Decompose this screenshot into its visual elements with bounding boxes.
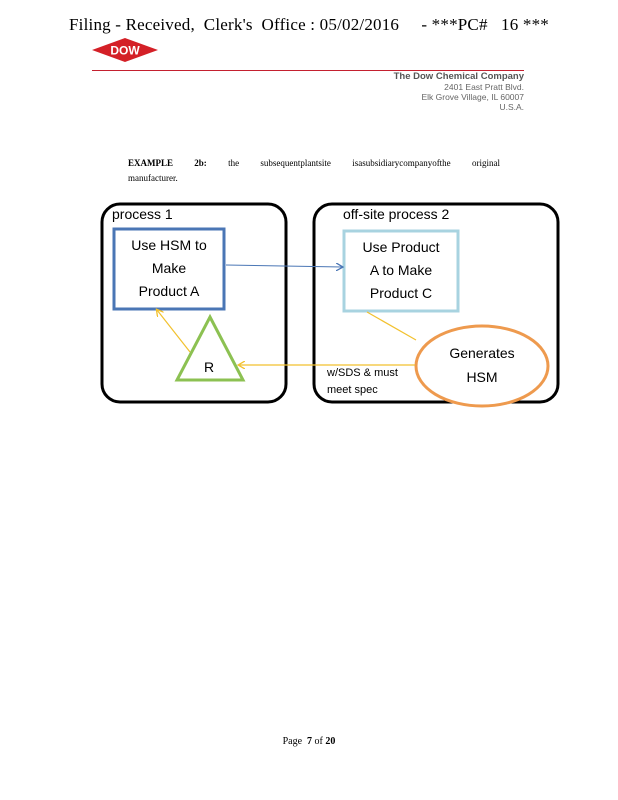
sds-note-line-2: meet spec (327, 384, 378, 396)
company-country: U.S.A. (499, 102, 524, 112)
example-number: 2b: (194, 158, 207, 168)
arrow-triangle-to-box-a (157, 310, 190, 352)
page-of-label: of (314, 736, 323, 747)
process-2-label: off-site process 2 (343, 206, 450, 222)
box-a-line-3: Product A (138, 283, 200, 299)
example-label: EXAMPLE (128, 158, 173, 168)
company-address-line1: 2401 East Pratt Blvd. (444, 82, 524, 92)
generates-line-1: Generates (449, 345, 515, 361)
arrow-box-a-to-box-c (226, 265, 342, 267)
dow-logo-text: DOW (110, 43, 140, 58)
example-word-3: isasubsidiarycompanyofthe (352, 158, 451, 168)
page-label: Page (282, 736, 303, 747)
example-word-1: the (228, 158, 240, 168)
company-address-line2: Elk Grove Village, IL 60007 (421, 92, 524, 102)
example-word-4: original (471, 158, 500, 168)
box-use-product-a-text (344, 236, 458, 305)
line-box-c-to-ellipse (367, 312, 416, 340)
page-footer (0, 736, 618, 747)
example-line-2: manufacturer. (128, 173, 178, 183)
box-c-line-3: Product C (369, 285, 433, 301)
example-word-2: subsequentplantsite (260, 158, 331, 168)
box-use-hsm-text (114, 234, 224, 303)
box-c-line-1: Use Product (362, 239, 440, 255)
sds-note-line-1: w/SDS & must (327, 367, 398, 379)
generates-line-2: HSM (466, 369, 498, 385)
r-label: R (204, 359, 215, 375)
box-c-line-2: A to Make (369, 262, 433, 278)
company-name: The Dow Chemical Company (393, 71, 524, 82)
generates-hsm-text (418, 341, 546, 389)
sds-note (327, 365, 398, 399)
page-total: 20 (325, 736, 336, 747)
page-number: 7 (307, 736, 313, 747)
box-a-line-2: Make (151, 260, 187, 276)
process-1-label: process 1 (112, 206, 173, 222)
box-a-line-1: Use HSM to (131, 237, 207, 253)
filing-stamp: Filing - Received, Clerk's Office : 05/02/2016 - ***PC# 16 *** (69, 15, 549, 34)
